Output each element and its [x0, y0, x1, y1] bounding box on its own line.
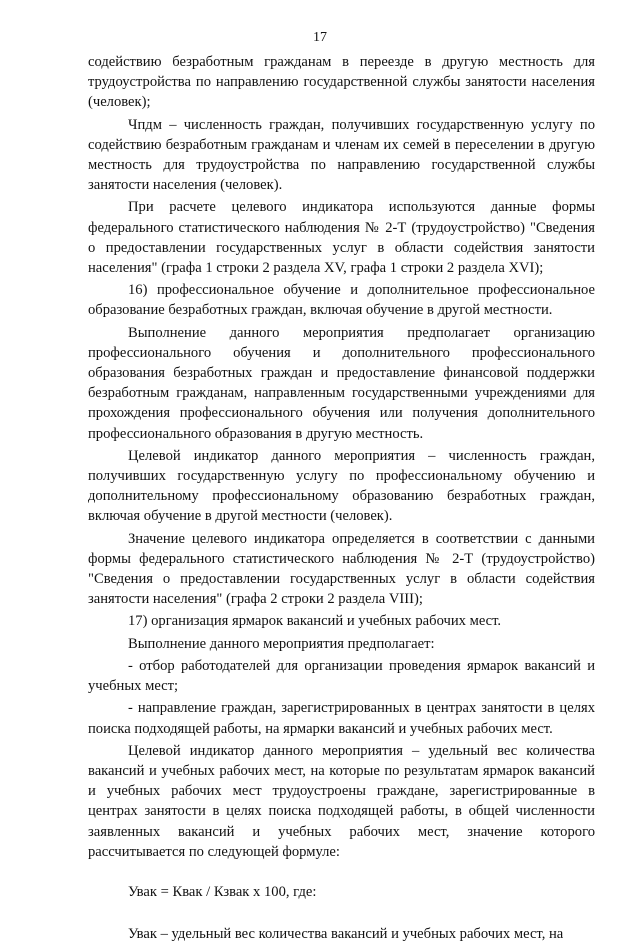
page-number: 17 — [313, 30, 327, 45]
paragraph: Выполнение данного мероприятия предполагает организацию профессионального обучения и дополнительного профессионального образования безработных граждан и предоставление финансовой поддержки безработным гражданам, направленным государственными учреждениями для прохождения профессионального обучения или получения дополнительного профессионального образования в другую местность. — [88, 324, 595, 442]
formula: Увак = Квак / Кзвак х 100, где: — [128, 883, 317, 900]
paragraph: содействию безработным гражданам в переезде в другую местность для трудоустройства по направлению государственной службы занятости населения (человек); — [88, 54, 595, 111]
paragraph: Значение целевого индикатора определяется в соответствии с данными формы федерального статистического наблюдения № 2-Т (трудоустройство) "Сведения о предоставлении государственных услуг в области содействия занятости населения" (графа 2 строки 2 раздела VIII); — [88, 530, 595, 608]
paragraph: - отбор работодателей для организации проведения ярмарок вакансий и учебных мест; — [88, 657, 595, 695]
paragraph: - направление граждан, зарегистрированных в центрах занятости в целях поиска подходящей работы, на ярмарки вакансий и учебных рабочих мест. — [88, 700, 595, 737]
paragraph: Целевой индикатор данного мероприятия – численность граждан, получивших государственную услугу по профессиональному обучению и дополнительному профессиональному образованию безработных граждан, включая обучение в другой местности (человек). — [88, 447, 595, 525]
paragraph: Выполнение данного мероприятия предполагает: — [128, 635, 435, 652]
paragraph: 16) профессиональное обучение и дополнительное профессиональное образование безработных граждан, включая обучение в другой местности. — [88, 282, 595, 319]
document-body — [88, 52, 595, 946]
paragraph: Целевой индикатор данного мероприятия – удельный вес количества вакансий и учебных рабочих мест, на которые по результатам ярмарок вакансий и учебных рабочих мест трудоустроены граждане, зарегистрированные в центрах занятости в целях поиска подходящей работы, в общей численности заявленных вакансий и учебных рабочих мест, значение которого рассчитывается по следующей формуле: — [88, 742, 595, 860]
paragraph: Чпдм – численность граждан, получивших государственную услугу по содействию безработным гражданам и членам их семей в переселении в другую местность для трудоустройства по направлению государственной службы занятости населения (человек). — [88, 116, 595, 194]
paragraph: 17) организация ярмарок вакансий и учебных рабочих мест. — [128, 613, 502, 630]
paragraph: При расчете целевого индикатора используются данные формы федерального статистического наблюдения № 2-Т (трудоустройство) "Сведения о предоставлении государственных услуг в области содействия занятости населения" (графа 1 строки 2 раздела XV, графа 1 строки 2 раздела XVI); — [88, 199, 595, 277]
paragraph: Увак – удельный вес количества вакансий и учебных рабочих мест, на — [128, 926, 564, 943]
